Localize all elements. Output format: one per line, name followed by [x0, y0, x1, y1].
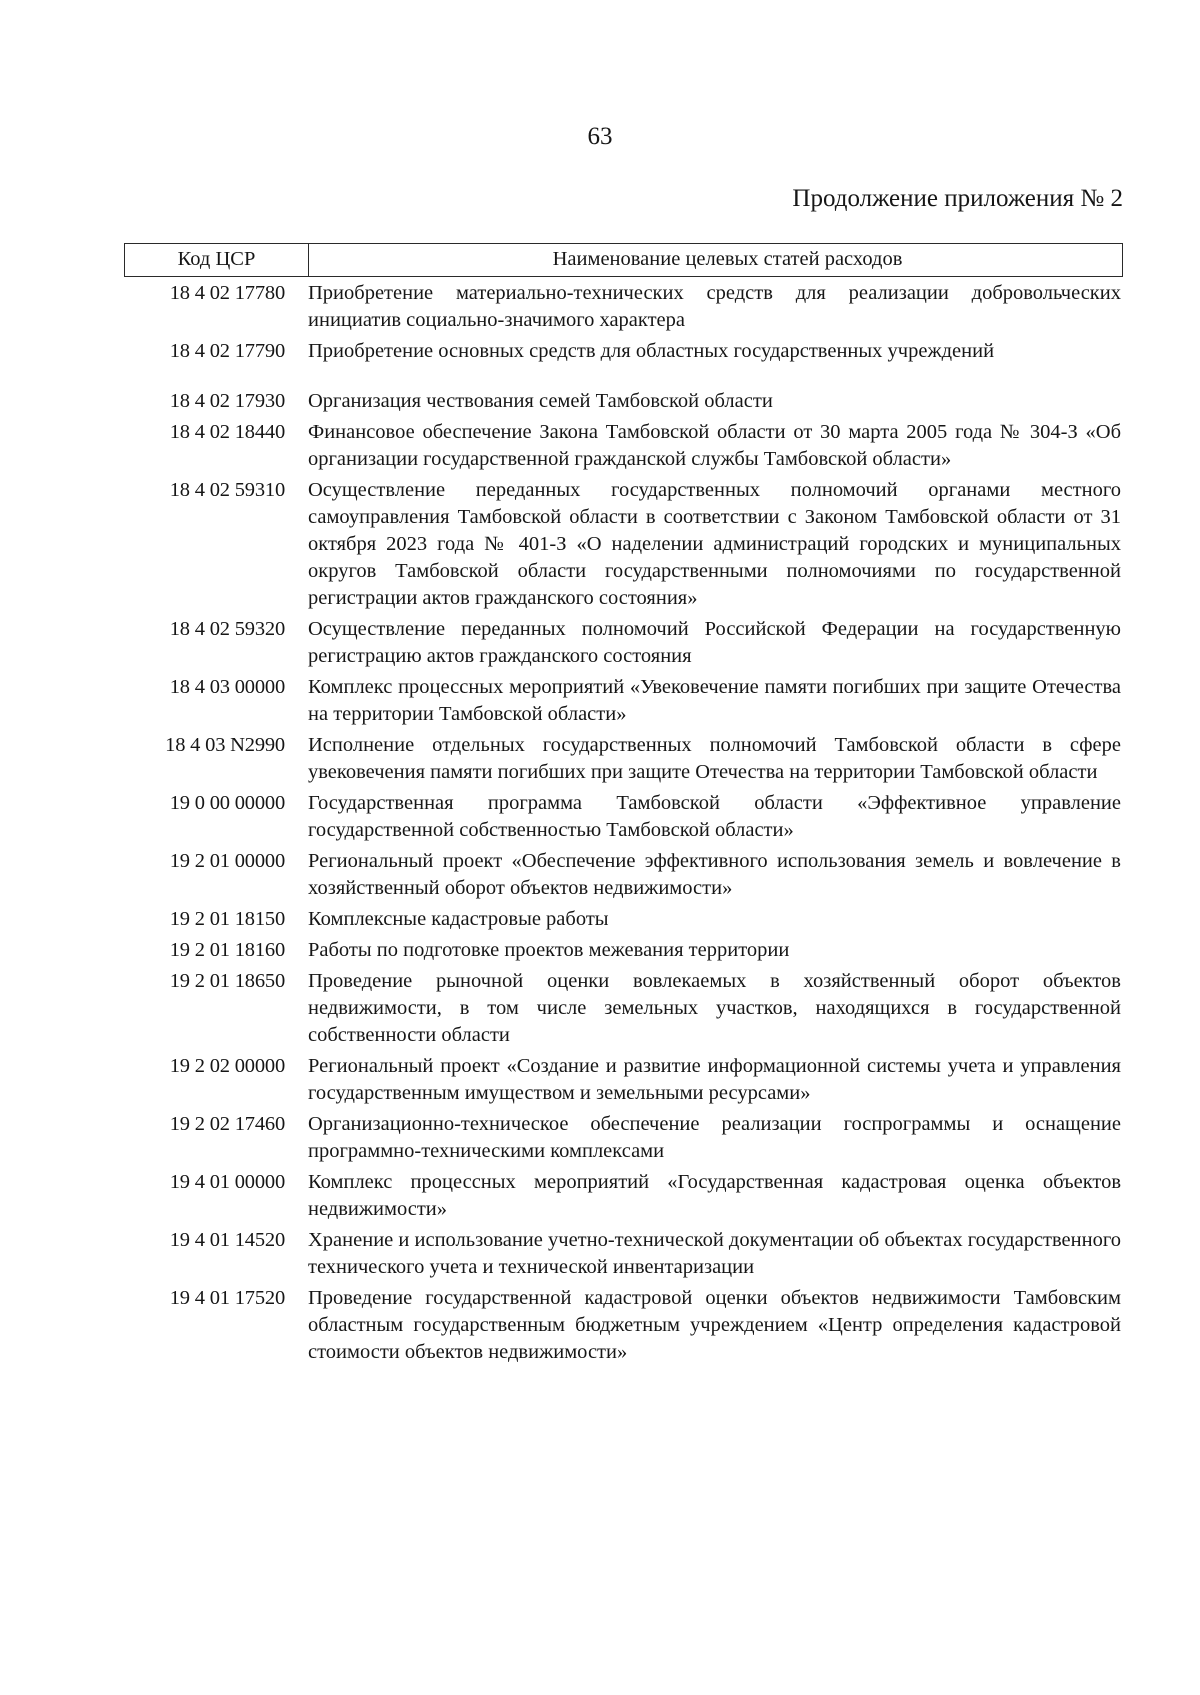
table-row: [124, 732, 1123, 786]
table-row: [124, 280, 1123, 334]
row-code: 18 4 02 18440: [169, 421, 285, 443]
budget-table: [124, 243, 1123, 1366]
table-row: [124, 477, 1123, 612]
row-text: Осуществление переданных полномочий Российской Федерации на государственную регистрацию актов гражданского состояния: [308, 618, 1121, 667]
row-code: 19 0 00 00000: [169, 792, 285, 814]
row-code: 19 4 01 17520: [169, 1287, 285, 1309]
row-code: 19 2 01 18160: [169, 939, 285, 961]
row-code: 18 4 02 17790: [169, 340, 285, 362]
page-number: 63: [587, 123, 613, 150]
row-text: Комплекс процессных мероприятий «Увековечение памяти погибших при защите Отечества на территории Тамбовской области»: [308, 676, 1121, 725]
table-row: [124, 388, 1123, 415]
row-text: Приобретение основных средств для областных государственных учреждений: [308, 340, 995, 362]
table-row: [124, 906, 1123, 933]
row-code: 19 2 01 18150: [169, 908, 285, 930]
table-row: [124, 968, 1123, 1049]
row-text: Проведение рыночной оценки вовлекаемых в хозяйственный оборот объектов недвижимости, в том числе земельных участков, находящихся в государственной собственности области: [308, 970, 1121, 1046]
table-row: [124, 674, 1123, 728]
row-text: Проведение государственной кадастровой оценки объектов недвижимости Тамбовским областным государственным бюджетным учреждением «Центр определения кадастровой стоимости объектов недвижимости»: [308, 1287, 1121, 1363]
row-text: Работы по подготовке проектов межевания территории: [308, 939, 790, 961]
row-text: Государственная программа Тамбовской области «Эффективное управление государственной собственностью Тамбовской области»: [308, 792, 1121, 841]
row-text: Организация чествования семей Тамбовской области: [308, 390, 773, 412]
row-text: Комплексные кадастровые работы: [308, 908, 609, 930]
row-code: 18 4 02 17930: [169, 390, 285, 412]
table-row: [124, 1053, 1123, 1107]
row-code: 18 4 02 59320: [169, 618, 285, 640]
row-text: Комплекс процессных мероприятий «Государственная кадастровая оценка объектов недвижимости»: [308, 1171, 1121, 1220]
row-code: 18 4 02 17780: [169, 282, 285, 304]
appendix-title: Продолжение приложения № 2: [792, 185, 1123, 212]
header-name: Наименование целевых статей расходов: [552, 248, 903, 270]
table-row: [124, 338, 1123, 365]
table-row: [124, 1111, 1123, 1165]
table-row: [124, 1285, 1123, 1366]
row-code: 19 2 02 17460: [169, 1113, 285, 1135]
row-text: Региональный проект «Создание и развитие информационной системы учета и управления государственным имуществом и земельными ресурсами»: [308, 1055, 1121, 1104]
row-code: 19 4 01 14520: [169, 1229, 285, 1251]
row-code: 19 2 02 00000: [169, 1055, 285, 1077]
table-row: [124, 616, 1123, 670]
row-text: Региональный проект «Обеспечение эффективного использования земель и вовлечение в хозяйственный оборот объектов недвижимости»: [308, 850, 1121, 899]
row-code: 18 4 03 00000: [169, 676, 285, 698]
table-row: [124, 419, 1123, 473]
table-row: [124, 1169, 1123, 1223]
row-code: 18 4 02 59310: [169, 479, 285, 501]
row-code: 19 2 01 18650: [169, 970, 285, 992]
row-text: Хранение и использование учетно-технической документации об объектах государственного технического учета и технической инвентаризации: [308, 1229, 1121, 1278]
header-code: Код ЦСР: [125, 244, 309, 276]
table-row: [124, 937, 1123, 964]
row-text: Организационно-техническое обеспечение реализации госпрограммы и оснащение программно-техническими комплексами: [308, 1113, 1121, 1162]
table-body: [124, 280, 1123, 1366]
table-header: [124, 243, 1123, 277]
row-code: 19 4 01 00000: [169, 1171, 285, 1193]
row-code: 19 2 01 00000: [169, 850, 285, 872]
row-code: 18 4 03 N2990: [165, 734, 285, 756]
row-text: Приобретение материально-технических средств для реализации добровольческих инициатив социально-значимого характера: [308, 282, 1121, 331]
table-row: [124, 848, 1123, 902]
row-text: Финансовое обеспечение Закона Тамбовской области от 30 марта 2005 года № 304-З «Об организации государственной гражданской службы Тамбовской области»: [308, 421, 1121, 470]
table-row: [124, 790, 1123, 844]
row-text: Исполнение отдельных государственных полномочий Тамбовской области в сфере увековечения памяти погибших при защите Отечества на территории Тамбовской области: [308, 734, 1121, 783]
row-text: Осуществление переданных государственных полномочий органами местного самоуправления Тамбовской области в соответствии с Законом Тамбовской области от 31 октября 2023 года № 401-З «О наделении администраций городских и муниципальных округов Тамбовской области государственными полномочиями по государственной регистрации актов гражданского состояния»: [308, 479, 1121, 609]
table-row: [124, 1227, 1123, 1281]
